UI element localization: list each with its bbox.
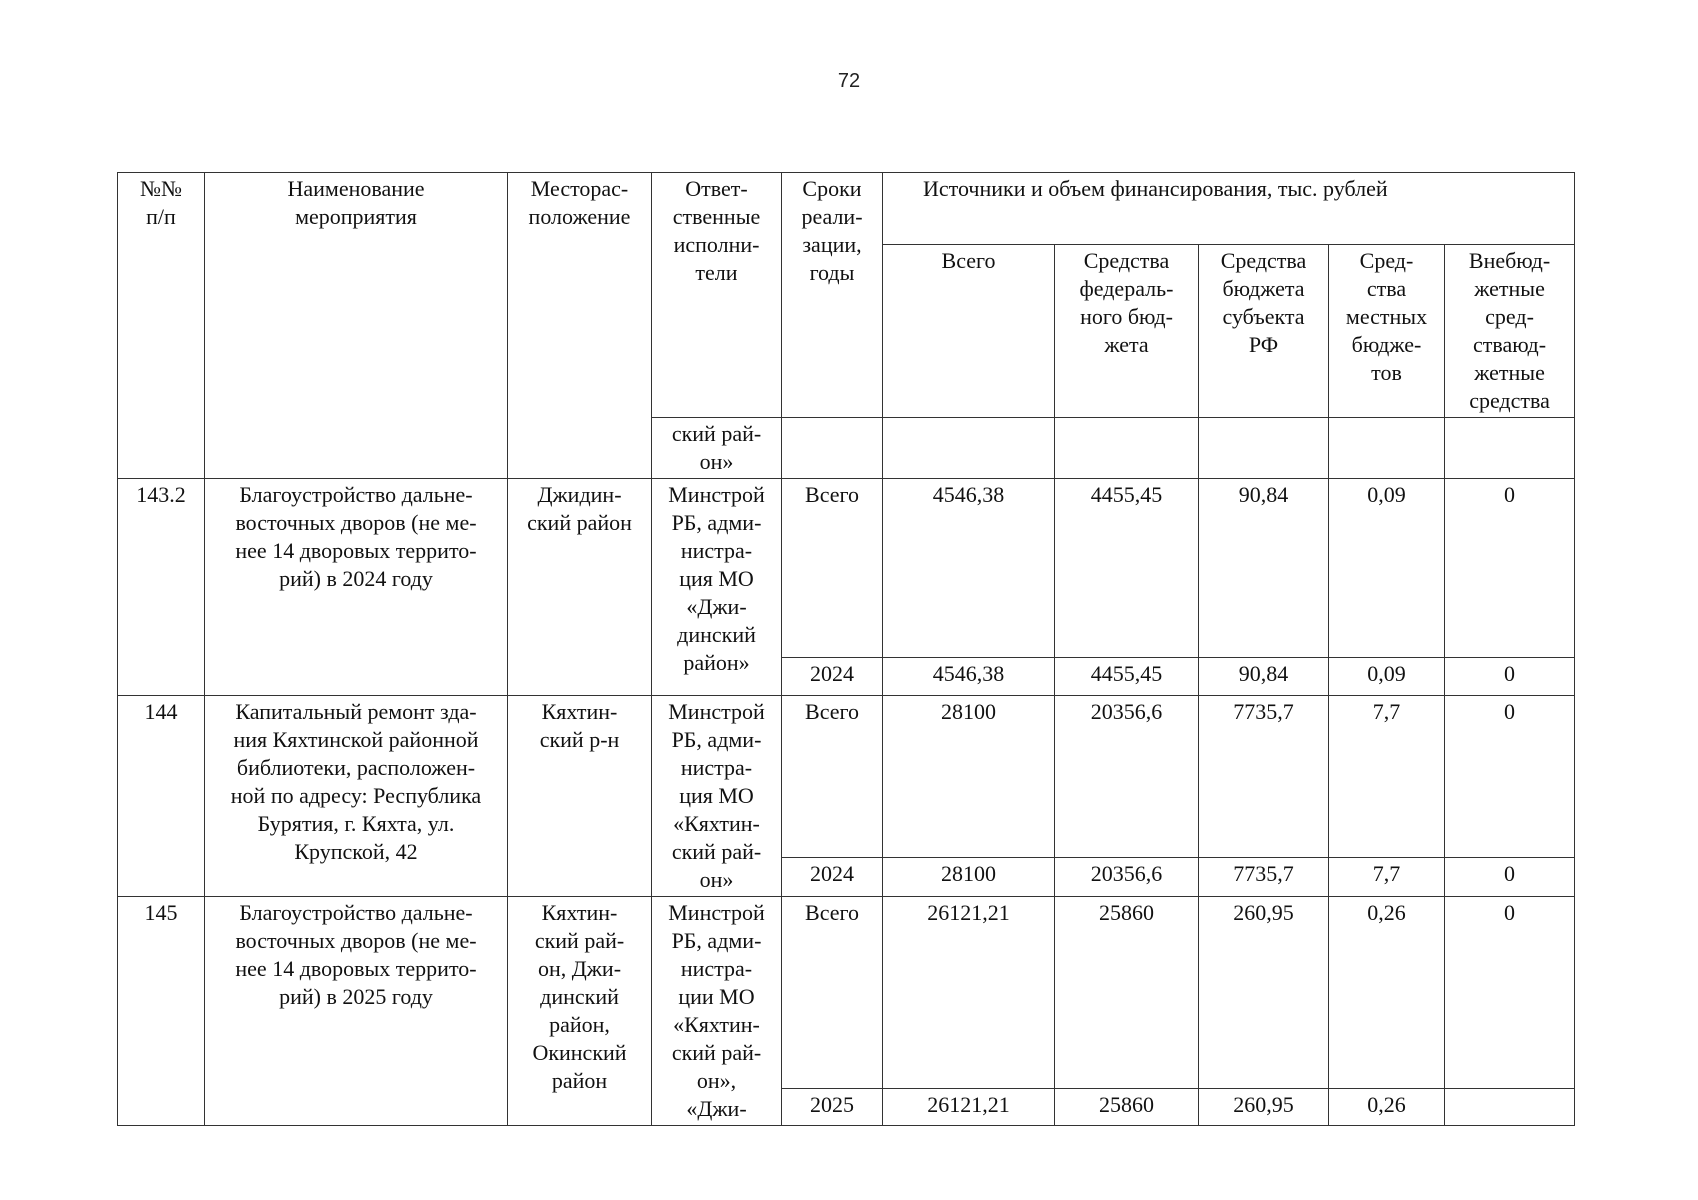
row-location: Кяхтин- ский р-н [508,696,652,897]
row-local: 7,7 [1329,696,1445,858]
row-num: 145 [118,897,205,1126]
row-local: 0,09 [1329,479,1445,658]
empty-cell [1445,418,1575,479]
row-federal: 20356,6 [1055,696,1199,858]
table-row [118,479,1575,658]
carryover-responsible: ский рай- он» [652,418,782,479]
header-name: Наименование мероприятия [205,173,508,479]
row-total: 4546,38 [883,658,1055,696]
table-row [118,696,1575,858]
header-extra: Внебюд- жетные сред- стваюд- жетные средства [1445,245,1575,418]
header-location: Месторас- положение [508,173,652,479]
row-period: Всего [782,696,883,858]
header-funding: Источники и объем финансирования, тыс. рублей [883,173,1575,245]
row-responsible: Минстрой РБ, адми- нистра- ции МО «Кяхтин- ский рай- он», «Джи- [652,897,782,1126]
row-local: 0,09 [1329,658,1445,696]
row-extra: 0 [1445,479,1575,658]
header-subject: Средства бюджета субъекта РФ [1199,245,1329,418]
row-responsible: Минстрой РБ, адми- нистра- ция МО «Кяхтин- ский рай- он» [652,696,782,897]
empty-cell [1199,418,1329,479]
empty-cell [1329,418,1445,479]
row-extra: 0 [1445,858,1575,897]
row-federal: 25860 [1055,897,1199,1089]
empty-cell [883,418,1055,479]
page-number: 72 [837,70,861,92]
header-federal: Средства федераль- ного бюд- жета [1055,245,1199,418]
funding-table [117,172,1575,1126]
row-total: 26121,21 [883,1088,1055,1125]
row-period: Всего [782,479,883,658]
header-period: Сроки реали- зации, годы [782,173,883,418]
row-name: Благоустройство дальне- восточных дворов (не ме- нее 14 дворовых террито- рий) в 2025 году [205,897,508,1126]
row-local: 0,26 [1329,897,1445,1089]
header-total: Всего [883,245,1055,418]
row-subject: 7735,7 [1199,858,1329,897]
row-total: 4546,38 [883,479,1055,658]
header-num: №№ п/п [118,173,205,479]
row-extra: 0 [1445,897,1575,1089]
row-extra: 0 [1445,658,1575,696]
header-local: Сред- ства местных бюдже- тов [1329,245,1445,418]
empty-cell [1055,418,1199,479]
row-num: 143.2 [118,479,205,696]
row-federal: 25860 [1055,1088,1199,1125]
empty-cell [782,418,883,479]
row-local: 7,7 [1329,858,1445,897]
row-local: 0,26 [1329,1088,1445,1125]
row-name: Капитальный ремонт зда- ния Кяхтинской районной библиотеки, расположен- ной по адресу: Республика Бурятия, г. Кяхта, ул. Крупской, 42 [205,696,508,897]
row-subject: 260,95 [1199,897,1329,1089]
row-period: 2024 [782,858,883,897]
row-period: 2025 [782,1088,883,1125]
row-extra [1445,1088,1575,1125]
row-extra: 0 [1445,696,1575,858]
row-responsible: Минстрой РБ, адми- нистра- ция МО «Джи- динский район» [652,479,782,696]
row-subject: 90,84 [1199,658,1329,696]
row-name: Благоустройство дальне- восточных дворов (не ме- нее 14 дворовых террито- рий) в 2024 году [205,479,508,696]
row-location: Кяхтин- ский рай- он, Джи- динский район, Окинский район [508,897,652,1126]
row-subject: 7735,7 [1199,696,1329,858]
row-location: Джидин- ский район [508,479,652,696]
row-num: 144 [118,696,205,897]
row-federal: 4455,45 [1055,479,1199,658]
header-row [118,173,1575,245]
row-total: 26121,21 [883,897,1055,1089]
row-subject: 260,95 [1199,1088,1329,1125]
row-period: Всего [782,897,883,1089]
row-federal: 4455,45 [1055,658,1199,696]
table-row [118,897,1575,1089]
row-total: 28100 [883,858,1055,897]
row-federal: 20356,6 [1055,858,1199,897]
row-period: 2024 [782,658,883,696]
header-responsible: Ответ- ственные исполни- тели [652,173,782,418]
row-total: 28100 [883,696,1055,858]
row-subject: 90,84 [1199,479,1329,658]
